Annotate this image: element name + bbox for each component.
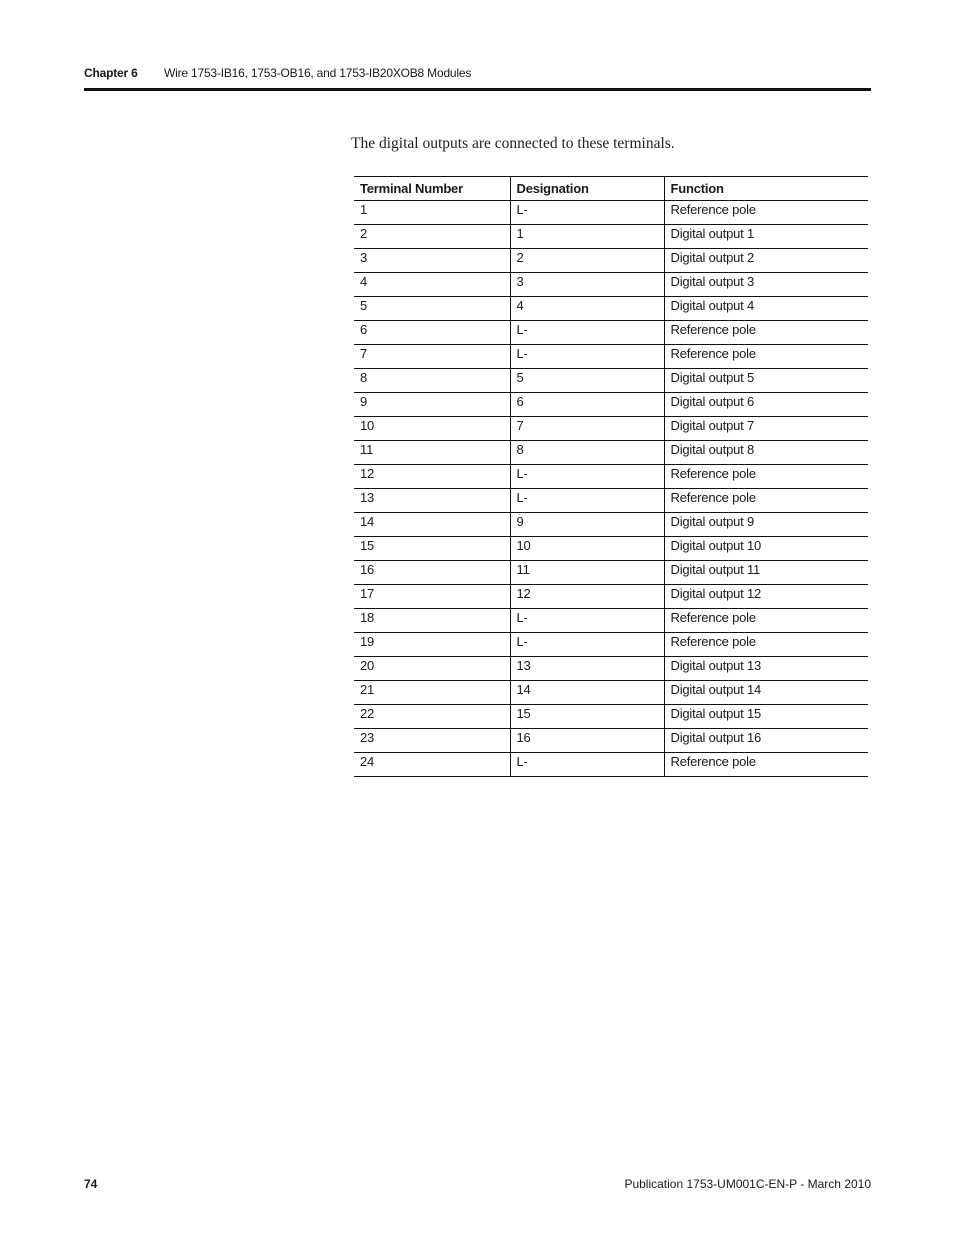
table-row: [354, 321, 868, 345]
table-row: [354, 273, 868, 297]
cell-terminal-number: 20: [354, 657, 510, 681]
cell-designation: L-: [510, 489, 664, 513]
cell-designation: 10: [510, 537, 664, 561]
table-row: [354, 513, 868, 537]
cell-function: Digital output 2: [664, 249, 868, 273]
table-body: [354, 201, 868, 777]
table-row: [354, 465, 868, 489]
column-header-function: Function: [664, 177, 868, 201]
intro-paragraph: The digital outputs are connected to these terminals.: [351, 135, 675, 152]
cell-function: Digital output 11: [664, 561, 868, 585]
table-row: [354, 705, 868, 729]
table-row: [354, 753, 868, 777]
cell-function: Digital output 3: [664, 273, 868, 297]
table-row: [354, 393, 868, 417]
cell-designation: 9: [510, 513, 664, 537]
chapter-label: Chapter 6: [84, 66, 138, 80]
cell-function: Digital output 16: [664, 729, 868, 753]
table-row: [354, 729, 868, 753]
cell-terminal-number: 12: [354, 465, 510, 489]
cell-terminal-number: 22: [354, 705, 510, 729]
cell-terminal-number: 17: [354, 585, 510, 609]
publication-info: Publication 1753-UM001C-EN-P - March 2010: [624, 1177, 871, 1191]
chapter-title: Wire 1753-IB16, 1753-OB16, and 1753-IB20XOB8 Modules: [164, 66, 472, 80]
column-header-terminal-number: Terminal Number: [354, 177, 510, 201]
table-row: [354, 441, 868, 465]
cell-terminal-number: 10: [354, 417, 510, 441]
cell-terminal-number: 3: [354, 249, 510, 273]
cell-function: Reference pole: [664, 753, 868, 777]
table-row: [354, 369, 868, 393]
cell-terminal-number: 9: [354, 393, 510, 417]
cell-function: Reference pole: [664, 633, 868, 657]
cell-designation: 14: [510, 681, 664, 705]
cell-function: Digital output 13: [664, 657, 868, 681]
table-row: [354, 681, 868, 705]
table-row: [354, 417, 868, 441]
cell-terminal-number: 15: [354, 537, 510, 561]
cell-designation: L-: [510, 201, 664, 225]
table-row: [354, 201, 868, 225]
running-header: [84, 66, 871, 80]
cell-function: Digital output 7: [664, 417, 868, 441]
cell-designation: L-: [510, 609, 664, 633]
cell-designation: L-: [510, 633, 664, 657]
cell-terminal-number: 19: [354, 633, 510, 657]
header-rule: [84, 88, 871, 91]
cell-designation: L-: [510, 465, 664, 489]
cell-terminal-number: 14: [354, 513, 510, 537]
cell-terminal-number: 11: [354, 441, 510, 465]
cell-designation: 11: [510, 561, 664, 585]
cell-function: Digital output 6: [664, 393, 868, 417]
cell-terminal-number: 5: [354, 297, 510, 321]
cell-designation: L-: [510, 321, 664, 345]
cell-designation: 4: [510, 297, 664, 321]
cell-function: Digital output 15: [664, 705, 868, 729]
cell-terminal-number: 21: [354, 681, 510, 705]
cell-function: Digital output 1: [664, 225, 868, 249]
column-header-designation: Designation: [510, 177, 664, 201]
cell-function: Reference pole: [664, 201, 868, 225]
cell-terminal-number: 24: [354, 753, 510, 777]
table-row: [354, 585, 868, 609]
page-number: 74: [84, 1177, 98, 1191]
cell-designation: L-: [510, 345, 664, 369]
terminal-table: [354, 176, 868, 777]
cell-designation: 2: [510, 249, 664, 273]
cell-terminal-number: 2: [354, 225, 510, 249]
cell-function: Digital output 8: [664, 441, 868, 465]
cell-function: Digital output 10: [664, 537, 868, 561]
cell-terminal-number: 23: [354, 729, 510, 753]
table-row: [354, 489, 868, 513]
cell-designation: 16: [510, 729, 664, 753]
cell-terminal-number: 7: [354, 345, 510, 369]
table-row: [354, 633, 868, 657]
cell-function: Digital output 9: [664, 513, 868, 537]
cell-designation: 13: [510, 657, 664, 681]
cell-terminal-number: 6: [354, 321, 510, 345]
cell-function: Digital output 12: [664, 585, 868, 609]
cell-terminal-number: 13: [354, 489, 510, 513]
table-row: [354, 225, 868, 249]
cell-function: Digital output 4: [664, 297, 868, 321]
cell-designation: 8: [510, 441, 664, 465]
cell-designation: 1: [510, 225, 664, 249]
cell-designation: L-: [510, 753, 664, 777]
cell-function: Reference pole: [664, 489, 868, 513]
cell-terminal-number: 16: [354, 561, 510, 585]
cell-terminal-number: 4: [354, 273, 510, 297]
cell-function: Digital output 14: [664, 681, 868, 705]
table-row: [354, 609, 868, 633]
cell-designation: 3: [510, 273, 664, 297]
cell-function: Reference pole: [664, 609, 868, 633]
table-row: [354, 657, 868, 681]
table-header-row: [354, 177, 868, 201]
cell-designation: 5: [510, 369, 664, 393]
table-row: [354, 297, 868, 321]
table-row: [354, 561, 868, 585]
cell-designation: 12: [510, 585, 664, 609]
cell-terminal-number: 1: [354, 201, 510, 225]
cell-designation: 7: [510, 417, 664, 441]
cell-terminal-number: 18: [354, 609, 510, 633]
cell-function: Reference pole: [664, 345, 868, 369]
table-row: [354, 345, 868, 369]
cell-function: Reference pole: [664, 465, 868, 489]
cell-function: Digital output 5: [664, 369, 868, 393]
cell-function: Reference pole: [664, 321, 868, 345]
cell-terminal-number: 8: [354, 369, 510, 393]
cell-designation: 6: [510, 393, 664, 417]
cell-designation: 15: [510, 705, 664, 729]
table-row: [354, 537, 868, 561]
table-row: [354, 249, 868, 273]
